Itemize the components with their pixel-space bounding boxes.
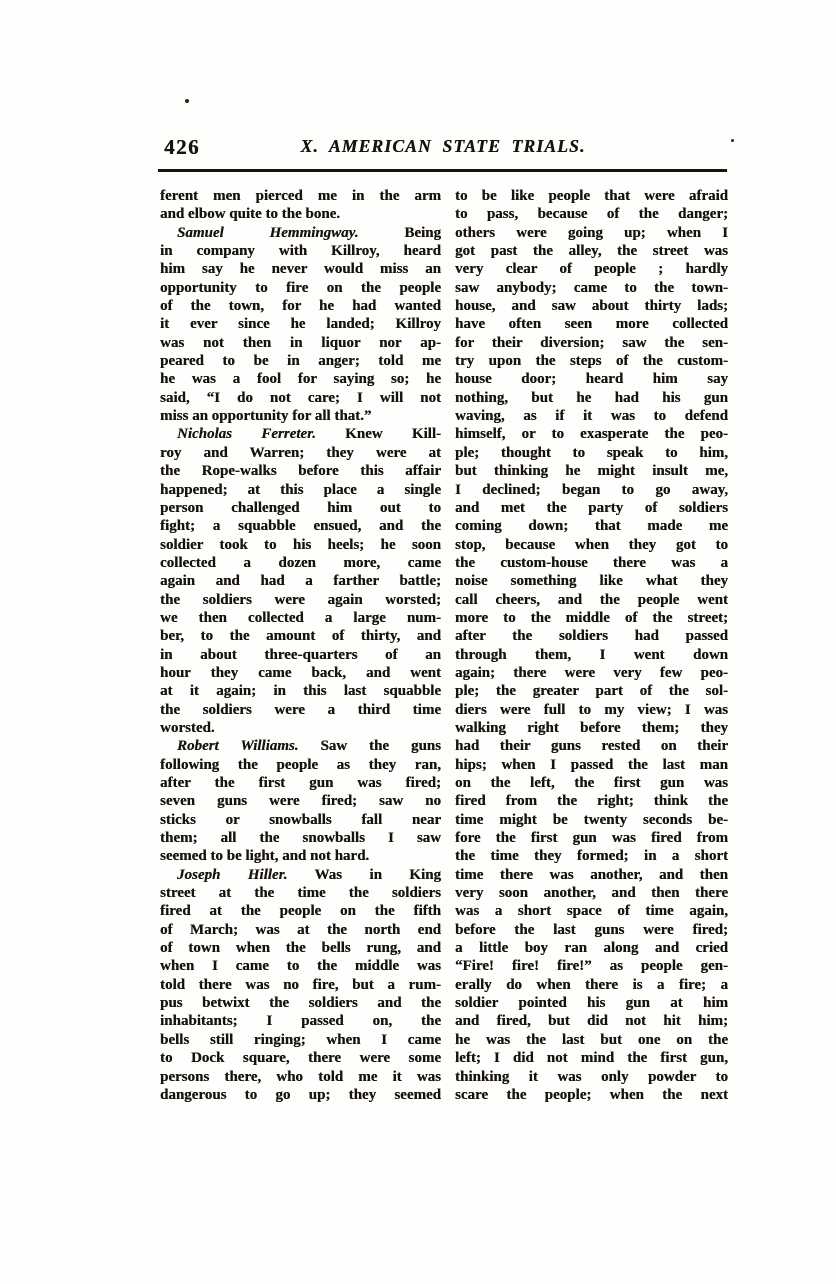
text-line: the soldiers were a third time — [160, 701, 441, 718]
text-line: waving, as if it was to defend — [455, 408, 728, 425]
text-line: very clear of people ; hardly — [455, 261, 728, 278]
text-line: Joseph Hiller. Was in King — [177, 866, 441, 883]
text-line: fired from the right; think the — [455, 793, 728, 810]
right-column — [455, 187, 728, 1104]
text-line: street at the time the soldiers — [160, 885, 441, 902]
text-line: sticks or snowballs fall near — [160, 811, 441, 828]
text-line: at it again; in this last squabble — [160, 683, 441, 700]
text-line: in company with Killroy, heard — [160, 243, 441, 260]
text-line: it ever since he landed; Killroy — [160, 316, 441, 333]
text-line: time might be twenty seconds be- — [455, 811, 728, 828]
text-line: had their guns rested on their — [455, 738, 728, 755]
text-line: the custom-house there was a — [455, 554, 728, 571]
text-line: left; I did not mind the first gun, — [455, 1050, 728, 1067]
text-line: house, and saw about thirty lads; — [455, 298, 728, 315]
text-line: told there was no fire, but a rum- — [160, 976, 441, 993]
text-line: was not then in liquor nor ap- — [160, 334, 441, 351]
text-line: ber, to the amount of thirty, and — [160, 628, 441, 645]
text-line: and elbow quite to the bone. — [160, 206, 341, 223]
page-number: 426 — [164, 135, 200, 159]
text-line: Samuel Hemmingway. Being — [177, 224, 441, 241]
text-line: to be like people that were afraid — [455, 188, 728, 204]
text-line: time there was another, and then — [455, 866, 728, 883]
text-line: person challenged him out to — [160, 499, 441, 516]
text-line: collected a dozen more, came — [160, 554, 441, 571]
text-line: himself, or to exasperate the peo- — [455, 426, 728, 443]
text-line: again and had a farther battle; — [160, 573, 441, 590]
text-line: fore the first gun was fired from — [455, 830, 728, 847]
text-line: bells still ringing; when I came — [160, 1031, 441, 1048]
text-line: pus betwixt the soldiers and the — [160, 995, 441, 1012]
text-line: on the left, the first gun was — [455, 775, 728, 791]
text-line: seemed to be light, and not hard. — [160, 848, 370, 865]
text-line: opportunity to fire on the people — [160, 279, 441, 296]
text-line: more to the middle of the street; — [455, 609, 728, 626]
text-line: scare the people; when the next — [455, 1086, 728, 1103]
text-line: house door; heard him say — [455, 371, 728, 388]
text-line: of March; was at the north end — [160, 921, 441, 938]
text-line: try upon the steps of the custom- — [455, 353, 728, 370]
text-line: got past the alley, the street was — [455, 243, 728, 260]
text-line: the time they formed; in a short — [455, 848, 728, 865]
text-line: in about three-quarters of an — [160, 646, 441, 663]
text-line: diers were full to my view; I was — [455, 701, 728, 718]
text-line: persons there, who told me it was — [160, 1068, 441, 1085]
running-title: X. AMERICAN STATE TRIALS. — [300, 136, 586, 156]
header-rule — [158, 169, 727, 172]
text-line: seven guns were fired; saw no — [160, 793, 441, 810]
text-line: thinking it was only powder to — [455, 1068, 728, 1085]
text-line: soldier pointed his gun at him — [455, 995, 728, 1012]
text-line: nothing, but he had his gun — [455, 389, 728, 406]
text-line: of the town, for he had wanted — [160, 298, 441, 315]
text-line: when I came to the middle was — [160, 958, 441, 975]
text-line: and met the party of soldiers — [455, 499, 728, 516]
text-line: very soon another, and then there — [455, 885, 728, 902]
text-line: the soldiers were again worsted; — [160, 591, 441, 608]
text-line: he was a fool for saying so; he — [160, 371, 441, 388]
left-column — [160, 187, 441, 1104]
text-line: coming down; that made me — [455, 518, 728, 535]
text-line: following the people as they ran, — [160, 756, 441, 773]
text-line: noise something like what they — [455, 573, 728, 590]
text-line: inhabitants; I passed on, the — [160, 1013, 441, 1030]
text-line: erally do when there is a fire; a — [455, 976, 728, 993]
scan-speck — [185, 99, 189, 103]
text-line: after the first gun was fired; — [160, 775, 441, 791]
text-line: we then collected a large num- — [160, 609, 441, 626]
text-line: hour they came back, and went — [160, 664, 441, 681]
text-line: saw anybody; came to the town- — [455, 279, 728, 296]
witness-name: Robert Williams. — [177, 738, 299, 755]
text-line: ple; thought to speak to him, — [455, 444, 728, 461]
text-line: “Fire! fire! fire!” as people gen- — [455, 958, 728, 975]
text-line: Nicholas Ferreter. Knew Kill- — [177, 426, 441, 443]
text-line: him say he never would miss an — [160, 261, 441, 278]
text-line: roy and Warren; they were at — [160, 444, 441, 461]
text-line: before the last guns were fired; — [455, 921, 728, 938]
text-line: to pass, because of the danger; — [455, 206, 728, 223]
text-line: ple; the greater part of the sol- — [455, 683, 728, 700]
text-line: said, “I do not care; I will not — [160, 389, 441, 406]
text-line: soldier took to his heels; he soon — [160, 536, 441, 553]
witness-name: Nicholas Ferreter. — [177, 426, 316, 443]
scan-speck — [731, 139, 734, 142]
text-line: peared to be in anger; told me — [160, 353, 441, 370]
text-line: a little boy ran along and cried — [455, 940, 728, 957]
text-line: after the soldiers had passed — [455, 628, 728, 645]
text-line: again; there were very few peo- — [455, 664, 728, 681]
witness-name: Samuel Hemmingway. — [177, 224, 359, 241]
text-line: he was the last but one on the — [455, 1031, 728, 1048]
text-line: others were going up; when I — [455, 224, 728, 241]
text-line: call cheers, and the people went — [455, 591, 728, 608]
witness-name: Joseph Hiller. — [177, 866, 288, 883]
text-line: to Dock square, there were some — [160, 1050, 441, 1067]
text-line: have often seen more collected — [455, 316, 728, 333]
text-line: Robert Williams. Saw the guns — [177, 738, 441, 755]
text-line: the Rope-walks before this affair — [160, 463, 441, 480]
text-line: I declined; began to go away, — [455, 481, 728, 498]
text-line: of town when the bells rung, and — [160, 940, 441, 957]
text-line: them; all the snowballs I saw — [160, 830, 441, 847]
text-line: worsted. — [160, 719, 215, 736]
text-line: fired at the people on the fifth — [160, 903, 441, 920]
text-line: hips; when I passed the last man — [455, 756, 728, 773]
text-line: and fired, but did not hit him; — [455, 1013, 728, 1030]
text-line: fight; a squabble ensued, and the — [160, 518, 441, 535]
text-line: happened; at this place a single — [160, 481, 441, 498]
text-columns — [160, 187, 728, 1104]
text-line: was a short space of time again, — [455, 903, 728, 920]
text-line: through them, I went down — [455, 646, 728, 663]
text-line: ferent men pierced me in the arm — [160, 188, 441, 204]
text-line: dangerous to go up; they seemed — [160, 1086, 441, 1103]
text-line: stop, because when they got to — [455, 536, 728, 553]
text-line: miss an opportunity for all that.” — [160, 408, 372, 425]
text-line: for their diversion; saw the sen- — [455, 334, 728, 351]
text-line: but thinking he might insult me, — [455, 463, 728, 480]
page-header — [158, 133, 728, 163]
text-line: walking right before them; they — [455, 719, 728, 736]
